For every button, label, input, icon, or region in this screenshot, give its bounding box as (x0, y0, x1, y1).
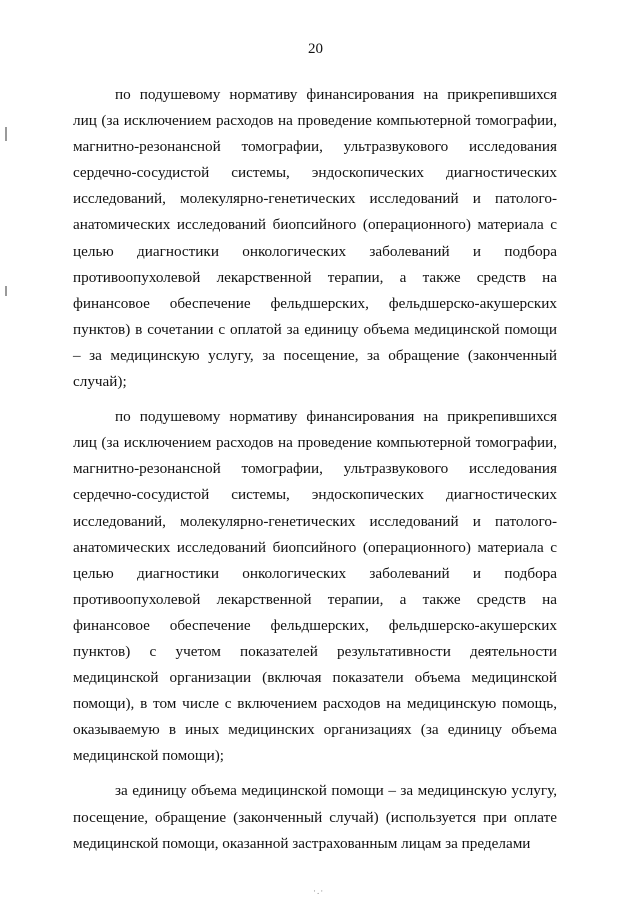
paragraph-unit-of-volume: за единицу объема медицинской помощи – за медицинскую услугу, посещение, обращение (законченный случай) (используется при оплате медицинской помощи, оказанной застрахованным лицам за пределами (73, 782, 557, 852)
paragraph-capitation-combined: по подушевому нормативу финансирования на прикрепившихся лиц (за исключением расходов на проведение компьютерной томографии, магнитно-резонансной томографии, ультразвукового исследования сердечно-сосудистой системы, эндоскопических диагностических исследований, молекулярно-генетических исследований и патолого-анатомических исследований биопсийного (операционного) материала с целью диагностики онкологических заболеваний и подбора противоопухолевой лекарственной терапии, а также средств на финансовое обеспечение фельдшерских, фельдшерско-акушерских пунктов) в сочетании с оплатой за единицу объема медицинской помощи – за медицинскую услугу, за посещение, за обращение (законченный случай); (73, 86, 557, 391)
scan-artifact-dots: ·.· (313, 886, 325, 896)
scan-margin-mark (5, 286, 7, 296)
scan-margin-mark (5, 127, 7, 141)
page-number: 20 (308, 41, 323, 57)
paragraph-capitation-performance: по подушевому нормативу финансирования на прикрепившихся лиц (за исключением расходов на проведение компьютерной томографии, магнитно-резонансной томографии, ультразвукового исследования сердечно-сосудистой системы, эндоскопических диагностических исследований, молекулярно-генетических исследований и патолого-анатомических исследований биопсийного (операционного) материала с целью диагностики онкологических заболеваний и подбора противоопухолевой лекарственной терапии, а также средств на финансовое обеспечение фельдшерских, фельдшерско-акушерских пунктов) с учетом показателей результативности деятельности медицинской организации (включая показатели объема медицинской помощи), в том числе с включением расходов на медицинскую помощь, оказываемую в иных медицинских организациях (за единицу объема медицинской помощи); (73, 408, 557, 765)
document-body (73, 82, 557, 866)
